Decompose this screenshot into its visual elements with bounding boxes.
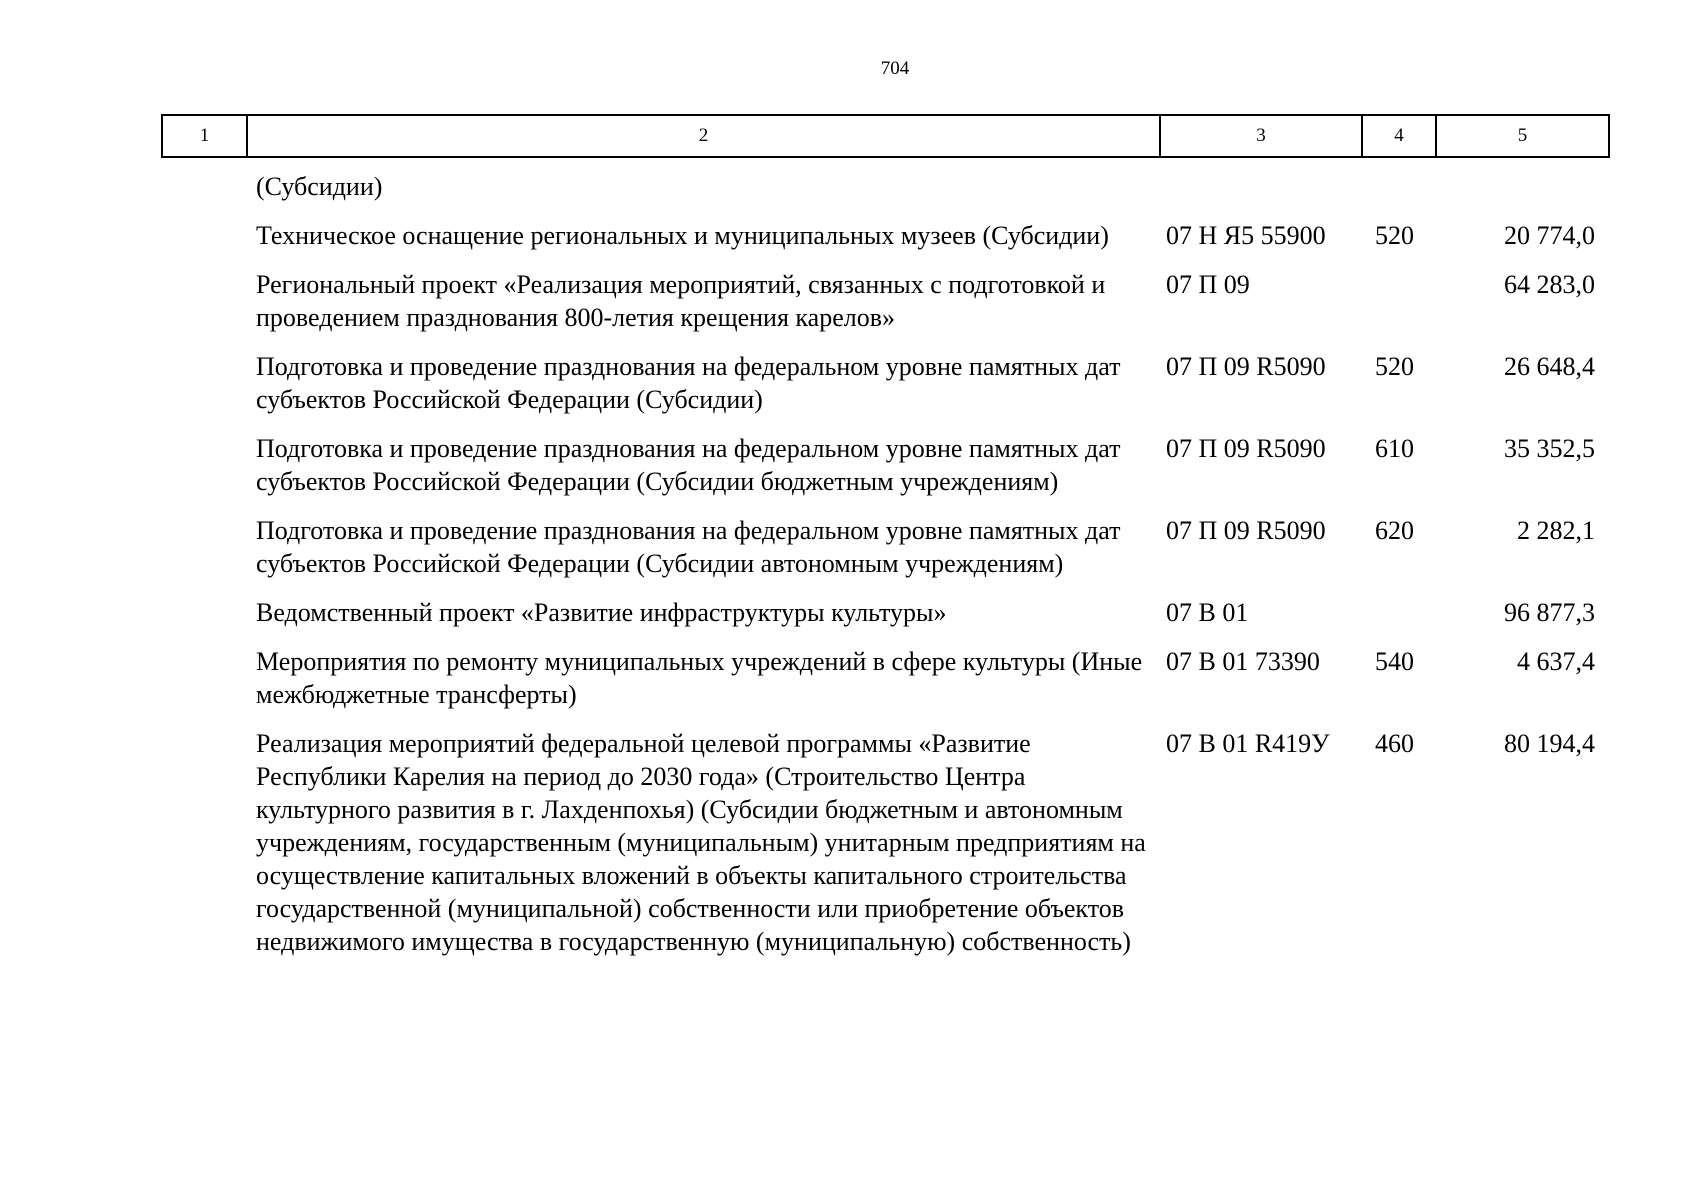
row-sum: 2 282,1	[1517, 516, 1595, 545]
row-code: 07 П 09	[1166, 270, 1250, 299]
row-name: Подготовка и проведение празднования на федеральном уровне памятных дат субъектов Российской Федерации (Субсидии)	[256, 352, 1121, 414]
row-name: Подготовка и проведение празднования на федеральном уровне памятных дат субъектов Российской Федерации (Субсидии бюджетным учреждениям)	[256, 434, 1121, 496]
table-row	[256, 514, 1606, 580]
row-sum: 64 283,0	[1504, 270, 1595, 299]
row-sum: 96 877,3	[1504, 598, 1595, 627]
header-col-1: 1	[163, 116, 248, 156]
row-type: 460	[1375, 729, 1414, 758]
row-name: Региональный проект «Реализация мероприятий, связанных с подготовкой и проведением празднования 800-летия крещения карелов»	[256, 270, 1106, 332]
row-sum: 35 352,5	[1504, 434, 1595, 463]
row-name: Мероприятия по ремонту муниципальных учреждений в сфере культуры (Иные межбюджетные трансферты)	[256, 647, 1143, 709]
table-row	[256, 727, 1606, 958]
row-type: 520	[1375, 352, 1414, 381]
table-row	[256, 170, 1606, 203]
row-name: Подготовка и проведение празднования на федеральном уровне памятных дат субъектов Российской Федерации (Субсидии автономным учреждениям)	[256, 516, 1121, 578]
row-code: 07 В 01 R419У	[1166, 729, 1330, 758]
row-type: 620	[1375, 516, 1414, 545]
row-code: 07 В 01 73390	[1166, 647, 1320, 676]
page-number: 704	[880, 58, 910, 79]
table-body	[256, 170, 1606, 974]
table-row	[256, 219, 1606, 252]
row-code: 07 П 09 R5090	[1166, 516, 1326, 545]
row-type: 540	[1375, 647, 1414, 676]
table-row	[256, 268, 1606, 334]
row-sum: 80 194,4	[1504, 729, 1595, 758]
row-code: 07 П 09 R5090	[1166, 352, 1326, 381]
table-header	[161, 114, 1610, 158]
table-row	[256, 350, 1606, 416]
row-name: (Субсидии)	[256, 172, 383, 201]
row-type: 610	[1375, 434, 1414, 463]
header-col-2: 2	[248, 116, 1161, 156]
row-sum: 20 774,0	[1504, 221, 1595, 250]
row-name: Ведомственный проект «Развитие инфраструктуры культуры»	[256, 598, 947, 627]
table-row	[256, 645, 1606, 711]
header-col-5: 5	[1517, 125, 1528, 146]
header-col-4: 4	[1363, 116, 1437, 156]
row-sum: 4 637,4	[1517, 647, 1595, 676]
row-sum: 26 648,4	[1504, 352, 1595, 381]
row-code: 07 В 01	[1166, 598, 1249, 627]
row-code: 07 П 09 R5090	[1166, 434, 1326, 463]
table-row	[256, 596, 1606, 629]
row-type: 520	[1375, 221, 1414, 250]
table-row	[256, 432, 1606, 498]
row-name: Реализация мероприятий федеральной целевой программы «Развитие Республики Карелия на период до 2030 года» (Строительство Центра культурного развития в г. Лахденпохья) (Субсидии бюджетным и автономным учреждениям, государственным (муниципальным) унитарным предприятиям на осуществление капитальных вложений в объекты капитального строительства государственной (муниципальной) собственности или приобретение объектов недвижимого имущества в государственную (муниципальную) собственность)	[256, 729, 1146, 956]
header-col-3: 3	[1161, 116, 1363, 156]
row-code: 07 Н Я5 55900	[1166, 221, 1326, 250]
row-name: Техническое оснащение региональных и муниципальных музеев (Субсидии)	[256, 221, 1109, 250]
